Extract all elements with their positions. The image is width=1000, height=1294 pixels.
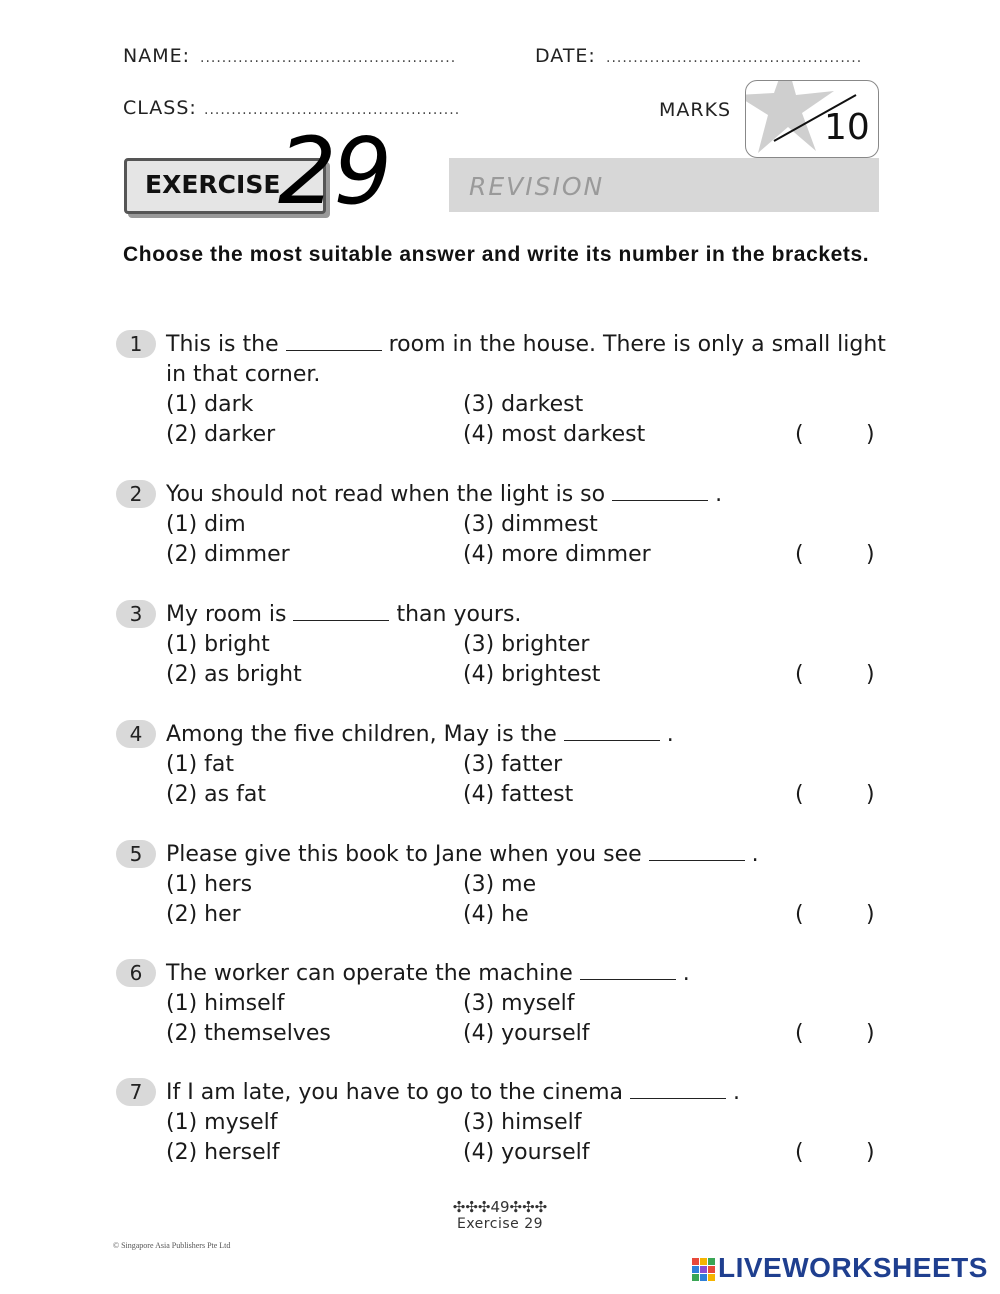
question-number: 5 (116, 840, 156, 868)
footer-exercise: Exercise 29 (456, 1216, 544, 1232)
question-text (166, 840, 886, 870)
question-text-before: This is the (166, 332, 279, 357)
marks-label: MARKS (659, 99, 732, 121)
question-number: 2 (116, 480, 156, 508)
answer-bracket-close: ) (866, 662, 875, 687)
exercise-word: EXERCISE (145, 170, 281, 199)
answer-input[interactable] (815, 540, 861, 570)
question-number: 3 (116, 600, 156, 628)
question-text-after: . (682, 961, 690, 986)
option-3: (3) me (463, 872, 537, 897)
question-item (0, 1078, 1000, 1198)
question-text-before: My room is (166, 602, 287, 627)
question-text-after: room in the house. There is only a small light (388, 332, 886, 357)
option-1: (1) hers (166, 872, 253, 897)
class-label: CLASS: (123, 97, 197, 119)
copyright: © Singapore Asia Publishers Pte Ltd (113, 1241, 231, 1250)
option-2: (2) dimmer (166, 542, 290, 567)
option-1: (1) dim (166, 512, 246, 537)
answer-bracket-close: ) (866, 542, 875, 567)
option-3: (3) myself (463, 991, 575, 1016)
question-text-after: . (751, 842, 759, 867)
question-text-before: Among the five children, May is the (166, 722, 557, 747)
date-label: DATE: (535, 45, 596, 67)
option-4: (4) he (463, 902, 529, 927)
option-3: (3) dimmest (463, 512, 598, 537)
option-4: (4) most darkest (463, 422, 646, 447)
option-4: (4) yourself (463, 1140, 590, 1165)
option-2: (2) as bright (166, 662, 302, 687)
question-text-after: . (733, 1080, 741, 1105)
question-number: 7 (116, 1078, 156, 1106)
answer-bracket-open: ( (795, 542, 804, 567)
instructions: Choose the most suitable answer and write its number in the brackets. (123, 243, 870, 266)
answer-blank (564, 722, 660, 741)
question-text-after: than yours. (396, 602, 522, 627)
answer-bracket-open: ( (795, 902, 804, 927)
question-number: 4 (116, 720, 156, 748)
option-3: (3) darkest (463, 392, 584, 417)
option-2: (2) her (166, 902, 241, 927)
option-1: (1) himself (166, 991, 285, 1016)
option-4: (4) more dimmer (463, 542, 651, 567)
name-field[interactable]: ............................................... (200, 50, 457, 66)
question-text-before: If I am late, you have to go to the cinema (166, 1080, 624, 1105)
question-text (166, 1078, 886, 1108)
question-text-after: . (715, 482, 723, 507)
question-text-before: Please give this book to Jane when you see (166, 842, 642, 867)
question-item (0, 480, 1000, 600)
answer-blank (286, 332, 382, 351)
question-item (0, 840, 1000, 960)
question-text (166, 720, 886, 750)
question-number: 6 (116, 959, 156, 987)
date-field[interactable]: ............................................... (606, 50, 863, 66)
answer-bracket-close: ) (866, 1140, 875, 1165)
answer-input[interactable] (815, 1138, 861, 1168)
option-4: (4) brightest (463, 662, 601, 687)
answer-bracket-open: ( (795, 1140, 804, 1165)
section-title: REVISION (469, 172, 605, 201)
answer-blank (649, 842, 745, 861)
answer-blank (580, 961, 676, 980)
answer-bracket-close: ) (866, 422, 875, 447)
class-field[interactable]: ............................................... (204, 102, 461, 118)
liveworksheets-logo-icon (692, 1258, 716, 1284)
answer-bracket-open: ( (795, 422, 804, 447)
section-banner (449, 158, 879, 212)
option-1: (1) fat (166, 752, 235, 777)
marks-total: 10 (824, 107, 870, 148)
answer-bracket-close: ) (866, 1021, 875, 1046)
question-number: 1 (116, 330, 156, 358)
answer-blank (293, 602, 389, 621)
question-text-after: . (666, 722, 674, 747)
option-3: (3) fatter (463, 752, 563, 777)
question-item (0, 330, 1000, 450)
option-1: (1) bright (166, 632, 270, 657)
question-text-before: You should not read when the light is so (166, 482, 606, 507)
option-1: (1) dark (166, 392, 254, 417)
answer-bracket-open: ( (795, 782, 804, 807)
question-text (166, 480, 886, 510)
answer-input[interactable] (815, 420, 861, 450)
answer-input[interactable] (815, 1019, 861, 1049)
question-item (0, 959, 1000, 1079)
option-2: (2) themselves (166, 1021, 331, 1046)
option-3: (3) himself (463, 1110, 582, 1135)
exercise-number: 29 (278, 118, 390, 225)
question-item (0, 720, 1000, 840)
name-label: NAME: (123, 45, 191, 67)
option-3: (3) brighter (463, 632, 590, 657)
answer-bracket-close: ) (866, 902, 875, 927)
answer-bracket-close: ) (866, 782, 875, 807)
question-text-before: The worker can operate the machine (166, 961, 573, 986)
answer-blank (630, 1080, 726, 1099)
option-4: (4) fattest (463, 782, 574, 807)
question-text (166, 330, 886, 390)
marks-box (745, 80, 879, 158)
answer-blank (612, 482, 708, 501)
answer-input[interactable] (815, 780, 861, 810)
option-2: (2) herself (166, 1140, 280, 1165)
answer-bracket-open: ( (795, 662, 804, 687)
question-text (166, 600, 886, 630)
answer-bracket-open: ( (795, 1021, 804, 1046)
option-4: (4) yourself (463, 1021, 590, 1046)
brand-name: LIVEWORKSHEETS (718, 1252, 988, 1283)
option-2: (2) as fat (166, 782, 266, 807)
question-text (166, 959, 886, 989)
option-2: (2) darker (166, 422, 276, 447)
question-item (0, 600, 1000, 720)
question-text-line2: in that corner. (166, 362, 321, 387)
option-1: (1) myself (166, 1110, 278, 1135)
answer-input[interactable] (815, 900, 861, 930)
answer-input[interactable] (815, 660, 861, 690)
page-number: ✣✣✣49✣✣✣ (452, 1198, 548, 1216)
